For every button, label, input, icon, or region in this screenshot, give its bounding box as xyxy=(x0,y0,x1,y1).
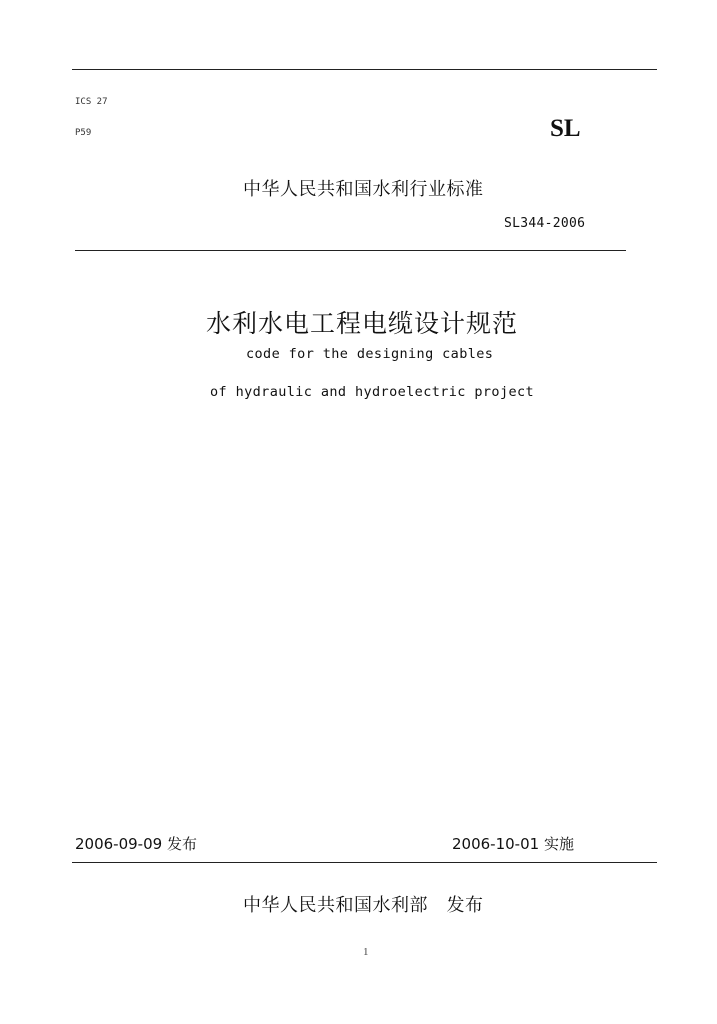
top-rule xyxy=(72,69,657,70)
ics-code: ICS 27 xyxy=(75,97,108,107)
standard-mark: SL xyxy=(550,115,581,142)
header-rule xyxy=(75,250,626,251)
issuing-authority: 中华人民共和国水利行业标准 xyxy=(243,179,484,200)
title-english-line-1: code for the designing cables xyxy=(246,346,494,362)
implementation-date: 2006-10-01 实施 xyxy=(452,835,574,853)
title-english-line-2: of hydraulic and hydroelectric project xyxy=(210,384,535,400)
publisher: 中华人民共和国水利部 发布 xyxy=(243,895,484,916)
footer-rule xyxy=(72,862,657,863)
page-number: 1 xyxy=(363,946,369,958)
title-chinese: 水利水电工程电缆设计规范 xyxy=(206,309,519,338)
ccs-code: P59 xyxy=(75,128,92,138)
standard-number: SL344-2006 xyxy=(504,216,586,231)
issue-date: 2006-09-09 发布 xyxy=(75,835,197,853)
